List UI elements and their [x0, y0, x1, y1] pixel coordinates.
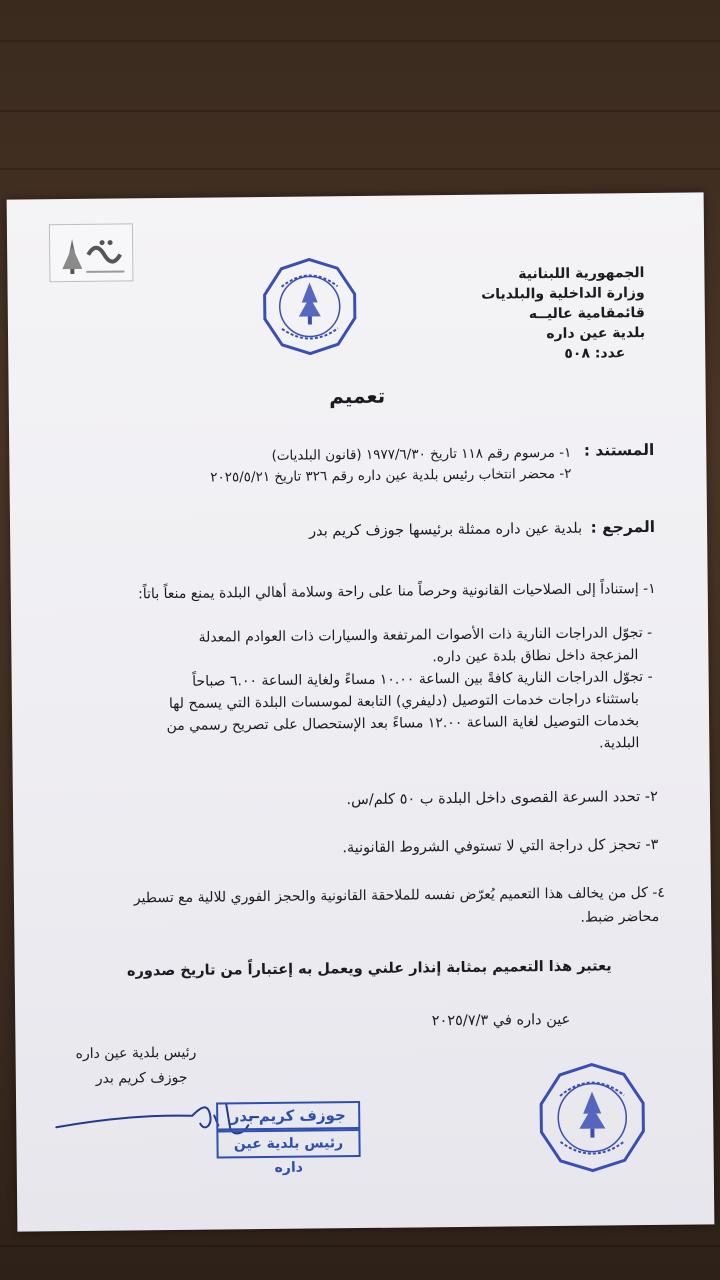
clause-2: ٢- تحدد السرعة القصوى داخل البلدة ب ٥٠ كلم/س. [346, 788, 658, 809]
signatory-title: رئيس بلدية عين داره [75, 1044, 197, 1063]
clause-1-bullet-1-line-2: المزعجة داخل نطاق بلدة عين داره. [432, 647, 639, 666]
clause-1-bullet-2-line-3: بخدمات التوصيل لغاية الساعة ١٢.٠٠ مساءً بعد الإستحصال على تصريح رسمي من [166, 713, 640, 735]
date-line: عين داره في ٢٠٢٥/٧/٣ [431, 1011, 571, 1030]
clause-3: ٣- تحجز كل دراجة التي لا تستوفي الشروط القانونية. [342, 836, 659, 857]
clause-4-line-1: ٤- كل من يخالف هذا التعميم يُعرّض نفسه للملاحقة القانونية والحجز الفوري للالية مع تسطير [133, 884, 665, 907]
signature-stamp-title: رئيس بلدية عين داره [216, 1129, 360, 1159]
clause-4-line-2: محاضر ضبط. [580, 908, 660, 926]
document-page [7, 192, 715, 1231]
document-title: تعميم [329, 383, 386, 409]
wood-grain [0, 1245, 720, 1247]
signatory-name: جوزف كريم بدر [95, 1069, 188, 1087]
header-ministry: وزارة الداخلية والبلديات [481, 285, 645, 303]
reference-item-1: ١- مرسوم رقم ١١٨ تاريخ ١٩٧٧/٦/٣٠ (قانون البلديات) [271, 444, 572, 464]
municipality-logo [49, 223, 134, 282]
notice-text: يعتبر هذا التعميم بمثابة إنذار علني ويعمل به إعتباراً من تاريخ صدوره [126, 958, 612, 980]
clause-1-bullet-1-line-1: - تجوّل الدراجات النارية ذات الأصوات المرتفعة والسيارات ذات العوادم المعدلة [198, 624, 653, 646]
clause-1-bullet-2-line-4: البلدية. [599, 735, 640, 752]
clause-1-bullet-2-line-1: - تجوّل الدراجات النارية كافةً بين الساعة ١٠.٠٠ مساءً ولغاية الساعة ٦.٠٠ صباحاً [192, 668, 653, 690]
references-label: المستند : [583, 440, 655, 460]
header-municipality: بلدية عين داره [546, 324, 646, 343]
wood-grain [0, 110, 720, 112]
header-republic: الجمهورية اللبنانية [518, 265, 645, 283]
municipal-seal-bottom [536, 1061, 649, 1174]
header-district: قائمقامية عاليــه [528, 305, 645, 323]
wood-grain [0, 40, 720, 42]
municipal-seal-top [259, 256, 360, 357]
clause-1-intro: ١- إستناداً إلى الصلاحيات القانونية وحرصاً منا على راحة وسلامة أهالي البلدة يمنع منعاً باتاً: [138, 580, 656, 603]
header-number: عدد: ٥٠٨ [564, 345, 626, 362]
reference-item-2: ٢- محضر انتخاب رئيس بلدية عين داره رقم ٣٢٦ تاريخ ٢٠٢٥/٥/٢١ [210, 465, 572, 486]
authority-text: بلدية عين داره ممثلة برئيسها جوزف كريم بدر [309, 520, 583, 540]
clause-1-bullet-2-line-2: باستثناء دراجات خدمات التوصيل (دليفري) التابعة لموسسات البلدة التي يسمح لها [168, 691, 639, 713]
wood-grain [0, 168, 720, 170]
authority-label: المرجع : [590, 517, 656, 537]
signature-stamp-name: جوزف كريم بدر [216, 1101, 360, 1131]
